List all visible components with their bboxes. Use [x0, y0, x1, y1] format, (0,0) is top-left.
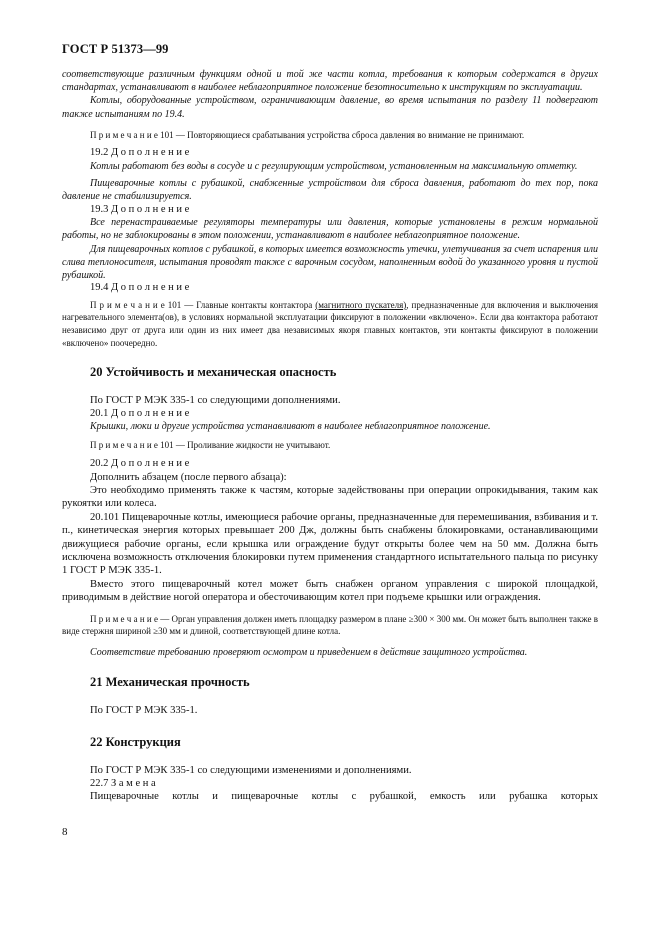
- section-21-title: 21 Механическая прочность: [90, 675, 250, 690]
- paragraph-continuation: соответствующие различным функциям одной и той же части котла, требования к которым содержатся в других стандартах, устанавливают в наиболее неблагоприятное положение безотносительно к инструкциям по эксплуатации.: [62, 69, 598, 94]
- section-19-3-heading: 19.3 Д о п о л н е н и е: [90, 203, 190, 215]
- paragraph-compliance-check: Соответствие требованию проверяют осмотром и приведением в действие защитного устройства.: [90, 646, 528, 658]
- document-header: ГОСТ Р 51373—99: [62, 42, 169, 56]
- note-foot-pad: П р и м е ч а н и е — Орган управления должен иметь площадку размером в плане ≥300 × 300 мм. Он может быть выполнен также в виде стержня шириной ≥30 мм и длиной, соответствующей длине котла.: [62, 613, 598, 637]
- section-22-title: 22 Конструкция: [90, 735, 181, 750]
- paragraph-no-water: Котлы работают без воды в сосуде и с регулирующим устройством, установленным на максимальную отметку.: [90, 161, 578, 172]
- page-number: 8: [62, 826, 68, 838]
- paragraph-regulators: Все перенастраиваемые регуляторы температуры или давления, которые установлены в режим нормальной работы, но не заблокированы в этом положении, устанавливают в наиболее неблагоприятное положение.: [62, 217, 598, 242]
- page-content: [62, 68, 598, 804]
- section-20-title: 20 Устойчивость и механическая опасность: [90, 365, 337, 380]
- paragraph-foot-control: Вместо этого пищеварочный котел может быть снабжен органом управления с широкой площадкой, приводимым в действие ногой оператора и обесточивающим котел при подъеме крышки или ограждения.: [62, 578, 598, 604]
- note-101-liquid: П р и м е ч а н и е 101 — Проливание жидкости не учитывают.: [90, 440, 331, 451]
- paragraph-22-intro: По ГОСТ Р МЭК 335-1 со следующими изменениями и дополнениями.: [90, 765, 412, 777]
- underlined-term: (магнитного пускателя): [315, 299, 407, 310]
- paragraph-21-ref: По ГОСТ Р МЭК 335-1.: [90, 705, 198, 717]
- section-19-2-heading: 19.2 Д о п о л н е н и е: [90, 147, 190, 159]
- paragraph-tipping-parts: Это необходимо применять также к частям, которые задействованы при операции опрокидывания, таким как рукоятки или колеса.: [62, 484, 598, 510]
- paragraph-20-intro: По ГОСТ Р МЭК 335-1 со следующими дополнениями.: [90, 395, 341, 407]
- paragraph-add-clause: Дополнить абзацем (после первого абзаца):: [90, 471, 287, 483]
- note-101-contactor: П р и м е ч а н и е 101 — Главные контакты контактора (магнитного пускателя), предназначенные для включения и выключения нагревательного элемента(ов), в условиях нормальной эксплуатации фиксируют в положении «включено». Если два контактора работают независимо друг от друга или один из них имеет два независимых якоря главных контактов, эти контакты фиксируют в положении «включено» поочередно.: [62, 299, 599, 348]
- paragraph-22-7-start: Пищеварочные котлы и пищеварочные котлы с рубашкой, емкость или рубашка которых: [90, 791, 598, 803]
- section-22-7-heading: 22.7 З а м е н а: [90, 777, 156, 789]
- section-20-1-heading: 20.1 Д о п о л н е н и е: [90, 407, 190, 419]
- section-19-4-heading: 19.4 Д о п о л н е н и е: [90, 282, 190, 294]
- paragraph-pressure-limiter: Котлы, оборудованные устройством, ограничивающим давление, во время испытания по разделу 11 подвергают также испытаниям по 19.4.: [62, 95, 598, 120]
- section-20-2-heading: 20.2 Д о п о л н е н и е: [90, 457, 190, 469]
- note-101-pressure-release: П р и м е ч а н и е 101 — Повторяющиеся срабатывания устройства сброса давления во внимание не принимают.: [90, 129, 525, 140]
- paragraph-lids: Крышки, люки и другие устройства устанавливают в наиболее неблагоприятное положение.: [90, 421, 491, 433]
- paragraph-20-101: 20.101 Пищеварочные котлы, имеющиеся рабочие органы, предназначенные для перемешивания, взбивания и т. п., кинетическая энергия которых превышает 200 Дж, должны быть снабжены блокировками, останавливающими движущиеся рабочие органы, если крышка или ограждение будут открыты более чем на 50 мм. Должна быть исключена возможность отключения блокировки путем применения стандартного испытательного пальца по рисунку 1 ГОСТ Р МЭК 335-1.: [62, 511, 598, 577]
- paragraph-jacket-boilers: Пищеварочные котлы с рубашкой, снабженные устройством для сброса давления, работают до тех пор, пока давление не стабилизируется.: [62, 178, 598, 203]
- paragraph-leakage: Для пищеварочных котлов с рубашкой, в которых имеется возможность утечки, улетучивания за счет испарения или слива теплоносителя, испытания проводят также с варочным сосудом, наполненным водой до указанного уровня и пустой рубашкой.: [62, 243, 598, 282]
